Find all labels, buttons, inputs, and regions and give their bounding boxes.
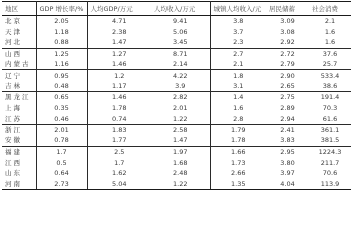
value-cell: 61.6 [322,114,338,123]
value-cell: 0.48 [36,81,87,92]
statistics-table [2,1,351,190]
value-cell: 25.7 [322,60,338,69]
value-cell: 533.4 [309,70,351,81]
value-cell: 191.4 [309,92,351,103]
value-cell: 1.83 [87,124,151,135]
value-cell: 37.6 [309,48,351,59]
value-cell: 2.7 [210,48,266,59]
value-cell: 1.35 [210,179,266,190]
region-cell: 天津 [2,26,36,37]
value-cell: 2.5 [87,146,151,157]
table-row [2,92,351,103]
region-cell: 浙江 [2,124,36,135]
region-cell: 江西 [2,157,36,168]
value-cell: 0.74 [112,114,127,123]
value-cell: 2.73 [36,179,87,190]
table-row [2,157,351,168]
value-cell: 0.88 [36,37,87,48]
value-cell: 3.83 [280,136,295,145]
value-cell: 2.41 [266,124,309,135]
value-cell: 38.6 [322,82,338,91]
value-cell: 2.79 [280,60,295,69]
value-cell: 3.7 [233,27,244,36]
value-cell: 3.9 [151,81,210,92]
table-row [2,124,351,135]
value-cell: 1.62 [112,169,127,178]
value-cell: 381.5 [320,136,340,145]
value-cell: 3.09 [280,17,295,26]
value-cell: 1.46 [112,60,127,69]
header-urban-income: 城镇人均收入/元 [210,2,266,16]
value-cell: 3.80 [280,158,295,167]
region-cell: 山东 [2,168,36,179]
region-cell: 山西 [2,48,36,59]
value-cell: 1.6 [324,27,336,36]
table-row [2,81,351,92]
value-cell: 2.14 [151,59,210,70]
value-cell: 2.89 [280,104,295,113]
value-cell: 1.68 [151,157,210,168]
value-cell: 113.9 [309,179,351,190]
region-cell: 安徽 [2,135,36,146]
region-cell: 上海 [2,103,36,114]
value-cell: 1.16 [36,59,87,70]
table-row [2,59,351,70]
value-cell: 1.79 [210,124,266,135]
value-cell: 0.35 [36,103,87,114]
value-cell: 1.4 [210,92,266,103]
value-cell: 0.46 [36,114,87,125]
value-cell: 1.22 [151,114,210,125]
value-cell: 1.73 [231,158,246,167]
value-cell: 1.66 [210,146,266,157]
value-cell: 2.94 [280,114,295,123]
value-cell: 2.65 [280,82,295,91]
value-cell: 1.25 [36,48,87,59]
value-cell: 0.78 [36,135,87,146]
table-row [2,26,351,37]
value-cell: 1.6 [233,104,244,113]
value-cell: 1.18 [36,26,87,37]
value-cell: 0.95 [36,70,87,81]
value-cell: 3.1 [233,82,244,91]
value-cell: 4.71 [112,17,127,26]
region-cell: 河南 [2,179,36,190]
value-cell: 2.48 [151,168,210,179]
value-cell: 1.17 [112,82,127,91]
region-cell: 黑龙江 [2,92,36,103]
value-cell: 2.01 [36,124,87,135]
table-row [2,48,351,59]
value-cell: 2.58 [151,124,210,135]
value-cell: 4.04 [266,179,309,190]
value-cell: 70.3 [322,104,338,113]
table-row [2,70,351,81]
value-cell: 2.75 [266,92,309,103]
region-cell: 辽宁 [2,70,36,81]
value-cell: 0.5 [36,157,87,168]
value-cell: 0.65 [36,92,87,103]
header-gdp-growth: GDP 增长率/% [36,2,87,16]
table-row [2,16,351,27]
value-cell: 70.6 [322,169,338,178]
region-cell: 河北 [2,37,36,48]
value-cell: 3.8 [233,17,244,26]
value-cell: 2.05 [36,16,87,27]
value-cell: 211.7 [320,158,340,167]
value-cell: 3.97 [280,169,295,178]
table-row [2,179,351,190]
value-cell: 361.1 [309,124,351,135]
value-cell: 2.72 [266,48,309,59]
table-body [2,16,351,190]
region-cell: 吉林 [2,81,36,92]
value-cell: 1.2 [87,70,151,81]
value-cell: 1.7 [114,158,125,167]
table-header-row [2,2,351,16]
value-cell: 2.90 [266,70,309,81]
table-row [2,114,351,125]
value-cell: 0.64 [36,168,87,179]
table-row [2,146,351,157]
value-cell: 1.22 [151,179,210,190]
value-cell: 1.8 [210,70,266,81]
value-cell: 1.78 [112,104,127,113]
value-cell: 3.45 [151,37,210,48]
value-cell: 9.41 [151,16,210,27]
header-consumption: 社会消费 [309,2,351,16]
value-cell: 1.97 [151,146,210,157]
value-cell: 5.06 [151,26,210,37]
value-cell: 1.77 [112,136,127,145]
header-region: 地区 [2,2,36,16]
value-cell: 8.71 [151,48,210,59]
value-cell: 1.46 [87,92,151,103]
region-cell: 内蒙古 [2,59,36,70]
value-cell: 2.66 [231,169,246,178]
value-cell: 1.47 [151,135,210,146]
value-cell: 1224.3 [309,146,351,157]
value-cell: 1.47 [112,38,127,47]
value-cell: 5.04 [87,179,151,190]
value-cell: 1.27 [87,48,151,59]
value-cell: 2.1 [233,60,244,69]
table-row [2,37,351,48]
value-cell: 1.6 [324,38,336,47]
value-cell: 2.3 [233,38,244,47]
region-cell: 北京 [2,16,36,27]
value-cell: 2.01 [151,103,210,114]
region-cell: 江苏 [2,114,36,125]
table-row [2,135,351,146]
header-income-per-capita: 人均收入/万元 [151,2,210,16]
value-cell: 1.78 [231,136,246,145]
value-cell: 3.08 [280,27,295,36]
header-gdp-per-capita: 人均GDP/万元 [87,2,151,16]
table-row [2,168,351,179]
value-cell: 2.8 [233,114,244,123]
value-cell: 2.38 [112,27,127,36]
value-cell: 4.22 [151,70,210,81]
region-cell: 福建 [2,146,36,157]
value-cell: 2.92 [280,38,295,47]
value-cell: 2.82 [151,92,210,103]
value-cell: 2.95 [266,146,309,157]
value-cell: 2.1 [324,17,336,26]
header-savings: 居民储蓄 [266,2,309,16]
value-cell: 1.7 [36,146,87,157]
table-row [2,103,351,114]
